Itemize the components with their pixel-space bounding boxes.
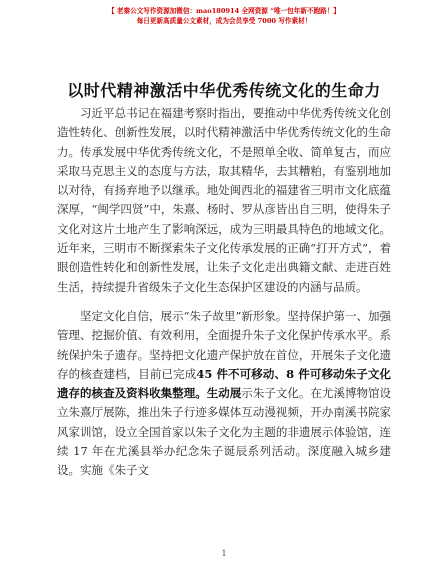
page-number: 1 — [221, 549, 227, 558]
document-title: 以时代精神激活中华优秀传统文化的生命力 — [67, 81, 381, 100]
promo-banner — [0, 6, 448, 26]
promo-banner-line-2: 每日更新高质量公文素材，成为会员享受 7000 写作素材！ — [136, 17, 312, 25]
paragraph-2-text-a: 坚定文化自信，展示“朱子故里”新形象。坚持保护第一、加强管理、挖掘价值、有效利用，全面提升朱子文化保护传承水平。系统保护朱子遗存。坚持把文化遗产保护放在首位，开展朱子文化遗存的核查建档，目前已完成 — [57, 308, 391, 381]
promo-banner-line-1: 【 老秦公文写作资源加微信：mao180914 全网资源 “唯一包年新不跑路！】 — [108, 7, 340, 15]
paragraph-1: 习近平总书记在福建考察时指出，要推动中华优秀传统文化创造性转化、创新性发展，以时代精神激活中华优秀传统文化的生命力。传承发展中华优秀传统文化，不是照单全收、简单复古，而应采取马克思主义的态度与方法，取其精华，去其糟粕，有鉴别地加以对待，有扬弃地予以继承。地处闽西北的福建省三明市文化底蕴深厚，“闽学四贤”中，朱熹、杨时、罗从彦皆出自三明，使得朱子文化对这片土地产生了影响深远，成为三明最具特色的地域文化。近年来，三明市不断探索朱子文化传承发展的正确“打开方式”，着眼创造性转化和创新性发展，让朱子文化走出典籍文献、走进百姓生活，持续提升省级朱子文化生态保护区建设的内涵与品质。 — [57, 106, 391, 294]
paragraph-2 — [57, 307, 391, 481]
paragraph-2-bold-text: 45 件不可移动、8 件可移动朱子文化遗存的核查及资料收集整理。生动展 — [57, 366, 391, 401]
document-body — [57, 104, 391, 491]
paragraph-2-text-b: 示朱子文化。在尤溪博物馆设立朱熹厅展陈，推出朱子行迹多媒体互动漫视频，开办南溪书院家风家训馆，设立全国首家以朱子文化为主题的非遗展示体验馆，连续 17 年在尤溪县举办纪念朱子诞辰系列活动。深度融入城乡建设。实施《朱子文 — [57, 386, 392, 478]
